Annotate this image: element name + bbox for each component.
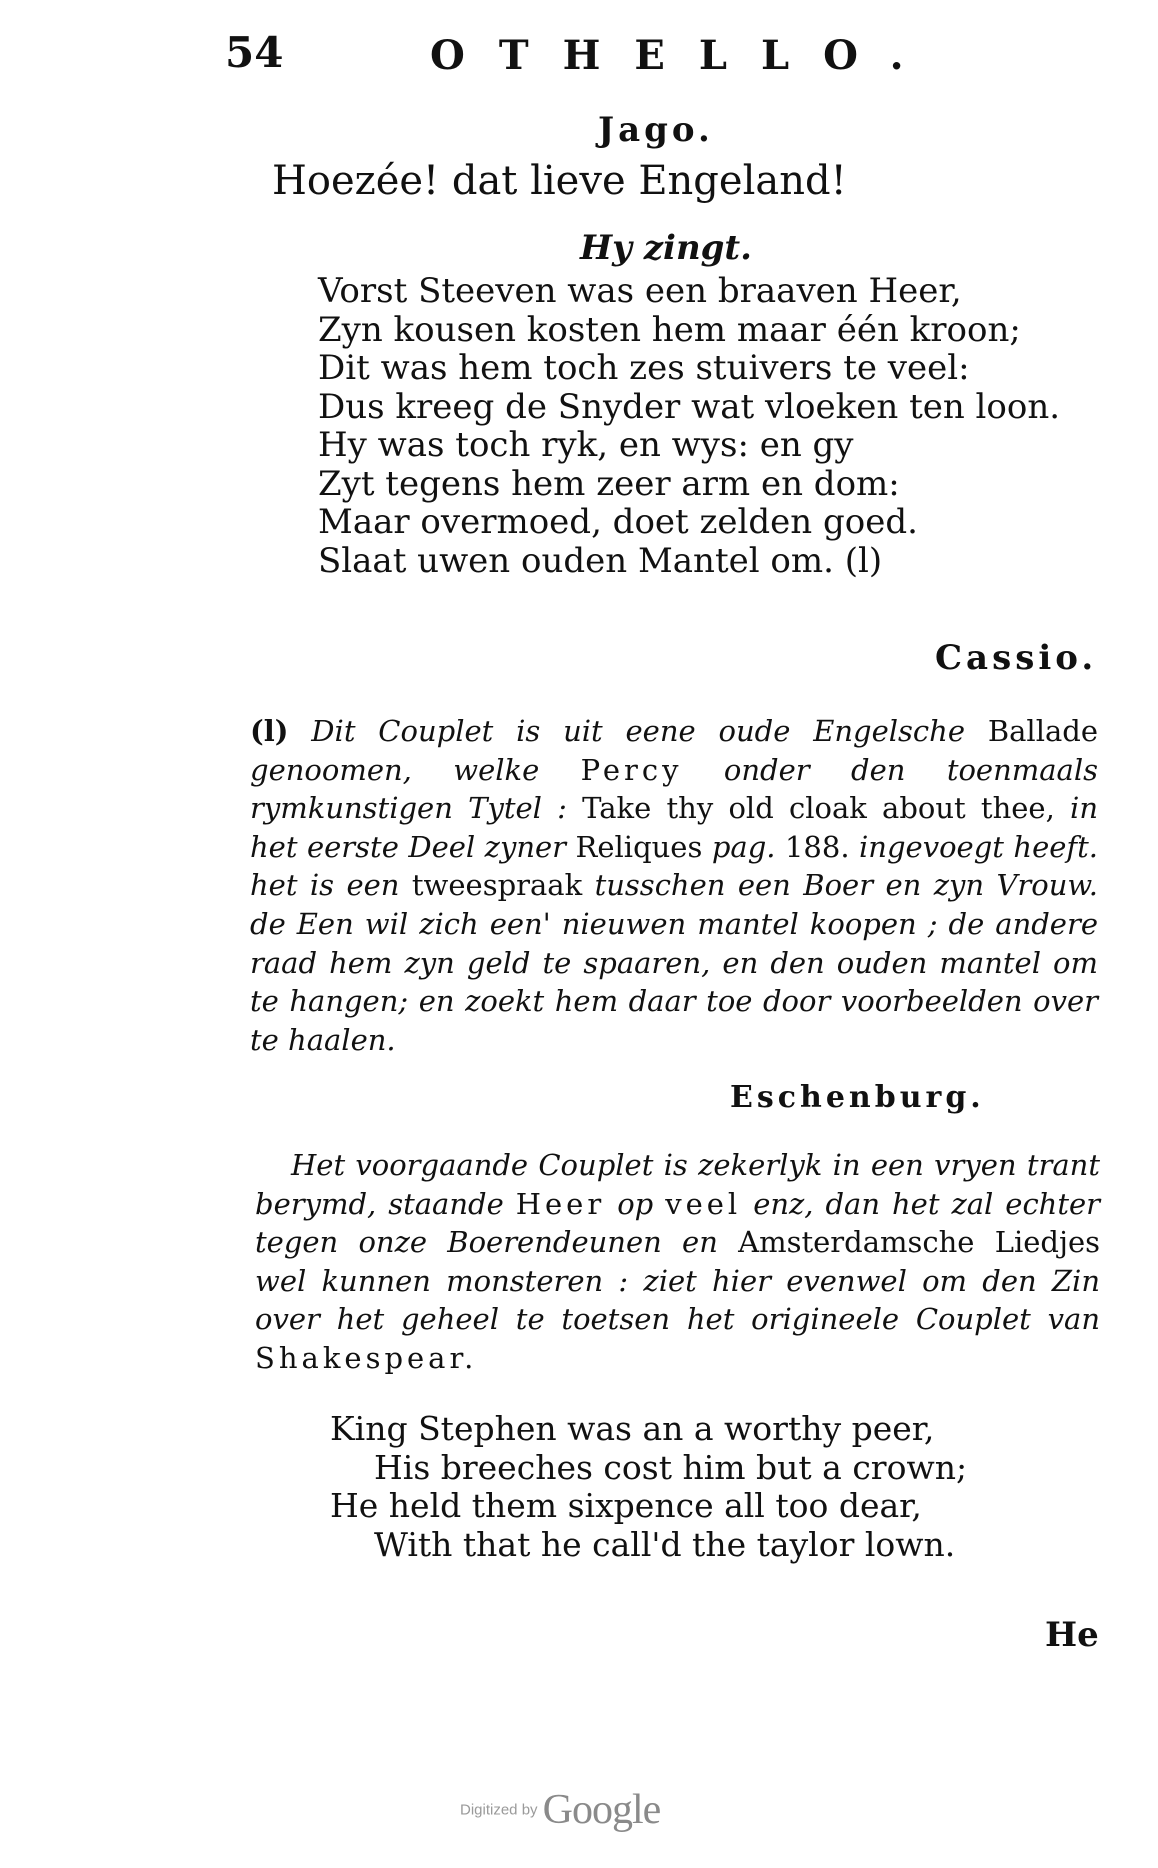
catchword: He <box>1045 1615 1099 1655</box>
footnote-text: Dit Couplet is uit eene oude Engelsche <box>311 714 965 748</box>
speaker-eschenburg: Eschenburg. <box>730 1080 985 1115</box>
running-head <box>225 28 938 88</box>
editor-note <box>255 1146 1100 1378</box>
english-line: He held them sixpence all too dear, <box>330 1486 922 1525</box>
song-line: Vorst Steeven was een braaven Heer, <box>318 271 962 311</box>
google-logo: Google <box>542 1787 661 1833</box>
footnote-text: tweespraak <box>411 868 583 903</box>
footnote-text: genoomen, welke <box>250 752 540 787</box>
digitized-watermark <box>460 1786 660 1836</box>
footnote-text: Take thy old cloak about thee, <box>582 791 1055 826</box>
jago-line: Hoezée! dat lieve Engeland! <box>272 158 847 204</box>
dutch-song <box>318 272 1078 580</box>
song-line: Dus kreeg de Snyder wat vloeken ten loon. <box>318 386 1061 427</box>
footnote-text: pag. <box>711 829 776 864</box>
footnote <box>250 712 1098 1059</box>
footnote-text: Ballade <box>987 714 1098 748</box>
running-title: OTHELLO. <box>430 32 938 79</box>
song-line: Zyn kousen kosten hem maar één kroon; <box>318 309 1021 350</box>
song-line: Zyt tegens hem zeer arm en dom: <box>318 463 900 504</box>
footnote-text: 188. <box>784 829 850 864</box>
footnote-marker: (l) <box>250 714 289 748</box>
song-line: Hy was toch ryk, en wys: en gy <box>318 425 854 465</box>
editor-text: enz, dan het zal echter tegen onze Boerendeunen en <box>255 1186 1101 1260</box>
footnote-text: onder den toenmaals rymkunstigen Tytel : <box>250 752 1099 826</box>
editor-text: op <box>617 1186 654 1221</box>
english-line: With that he call'd the taylor lown. <box>374 1524 956 1564</box>
footnote-name: Percy <box>580 752 683 787</box>
footnote-text: ingevoegt heeft. het is een <box>250 829 1099 903</box>
song-line: Dit was hem toch zes stuivers te veel: <box>318 348 970 388</box>
english-line: His breeches cost him but a crown; <box>374 1447 968 1487</box>
page-number: 54 <box>225 28 284 77</box>
speaker-jago: Jago. <box>598 110 714 150</box>
editor-text: Amsterdamsche Liedjes <box>738 1225 1100 1260</box>
editor-text: veel <box>665 1186 742 1221</box>
editor-text: wel kunnen monsteren : ziet hier evenwel om den Zin over het geheel te toetsen het origineele Couplet van <box>255 1263 1100 1337</box>
song-line: Maar overmoed, doet zelden goed. <box>318 502 918 542</box>
song-line: Slaat uwen ouden Mantel om. (l) <box>318 540 883 581</box>
watermark-prefix: Digitized by <box>460 1801 538 1819</box>
speaker-cassio: Cassio. <box>935 638 1098 678</box>
editor-text: Shakespear. <box>255 1340 478 1375</box>
editor-text: Heer <box>515 1186 606 1221</box>
footnote-text: in het eerste Deel zyner <box>250 791 1098 864</box>
english-line: King Stephen was an a worthy peer, <box>330 1409 935 1448</box>
footnote-text: tusschen een Boer en zyn Vrouw. de Een wil zich een' nieuwen mantel koopen ; de andere raad hem zyn geld te spaaren, en den ouden mantel om te hangen; en zoekt hem daar toe door voorbeelden over te haalen. <box>250 868 1099 1057</box>
editor-text: Het voorgaande Couplet is zekerlyk in een vryen trant berymd, staande <box>255 1148 1100 1221</box>
stage-direction: Hy zingt. <box>580 228 752 268</box>
footnote-text: Reliques <box>575 829 703 864</box>
english-verse <box>330 1410 1030 1564</box>
